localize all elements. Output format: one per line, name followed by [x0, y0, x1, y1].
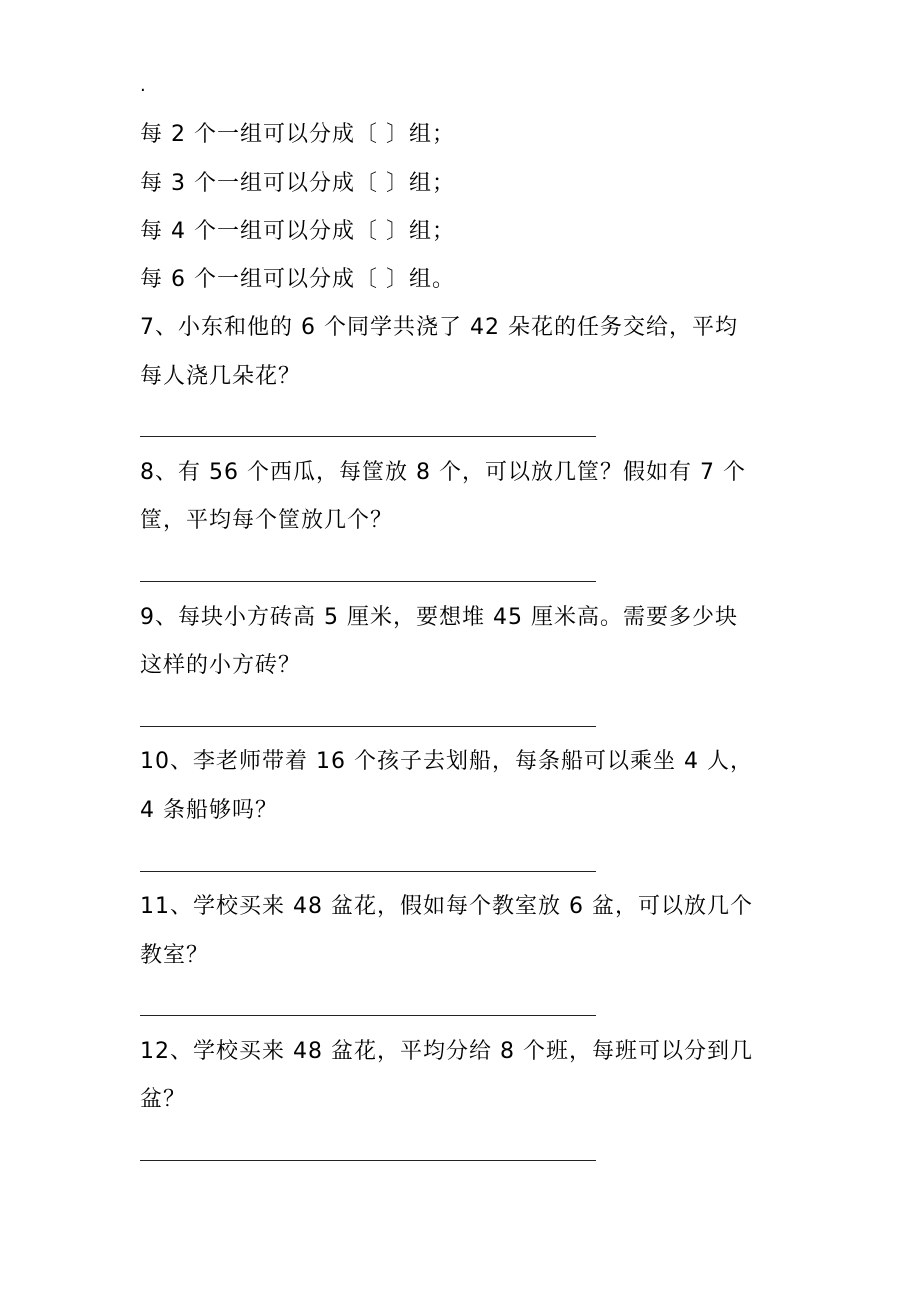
answer-line-11[interactable]	[140, 1015, 596, 1016]
problem-10-line1: 10、李老师带着 16 个孩子去划船，每条船可以乘坐 4 人，	[140, 749, 753, 774]
problem-7-line1: 7、小东和他的 6 个同学共浇了 42 朵花的任务交给，平均	[140, 315, 738, 340]
problem-7-line2: 每人浇几朵花？	[140, 364, 302, 389]
problem-9-line2: 这样的小方砖？	[140, 653, 302, 678]
answer-line-8[interactable]	[140, 581, 596, 582]
problem-8-line1: 8、有 56 个西瓜，每筐放 8 个，可以放几筐？假如有 7 个	[140, 460, 746, 485]
top-dot: .	[140, 75, 146, 96]
group-line-6: 每 6 个一组可以分成〔 〕组。	[140, 267, 455, 292]
answer-line-7[interactable]	[140, 436, 596, 437]
answer-line-12[interactable]	[140, 1160, 596, 1161]
problem-11-line1: 11、学校买来 48 盆花，假如每个教室放 6 盆，可以放几个	[140, 894, 753, 919]
problem-12-line2: 盆？	[140, 1087, 187, 1112]
problem-12-line1: 12、学校买来 48 盆花，平均分给 8 个班，每班可以分到几	[140, 1039, 753, 1064]
group-line-4: 每 4 个一组可以分成〔 〕组；	[140, 219, 455, 244]
answer-line-9[interactable]	[140, 726, 596, 727]
problem-10-line2: 4 条船够吗？	[140, 798, 278, 823]
problem-11-line2: 教室？	[140, 943, 210, 968]
answer-line-10[interactable]	[140, 871, 596, 872]
group-line-2: 每 2 个一组可以分成〔 〕组；	[140, 122, 455, 147]
problem-8-line2: 筐，平均每个筐放几个？	[140, 508, 394, 533]
group-line-3: 每 3 个一组可以分成〔 〕组；	[140, 171, 455, 196]
problem-9-line1: 9、每块小方砖高 5 厘米，要想堆 45 厘米高。需要多少块	[140, 605, 738, 630]
